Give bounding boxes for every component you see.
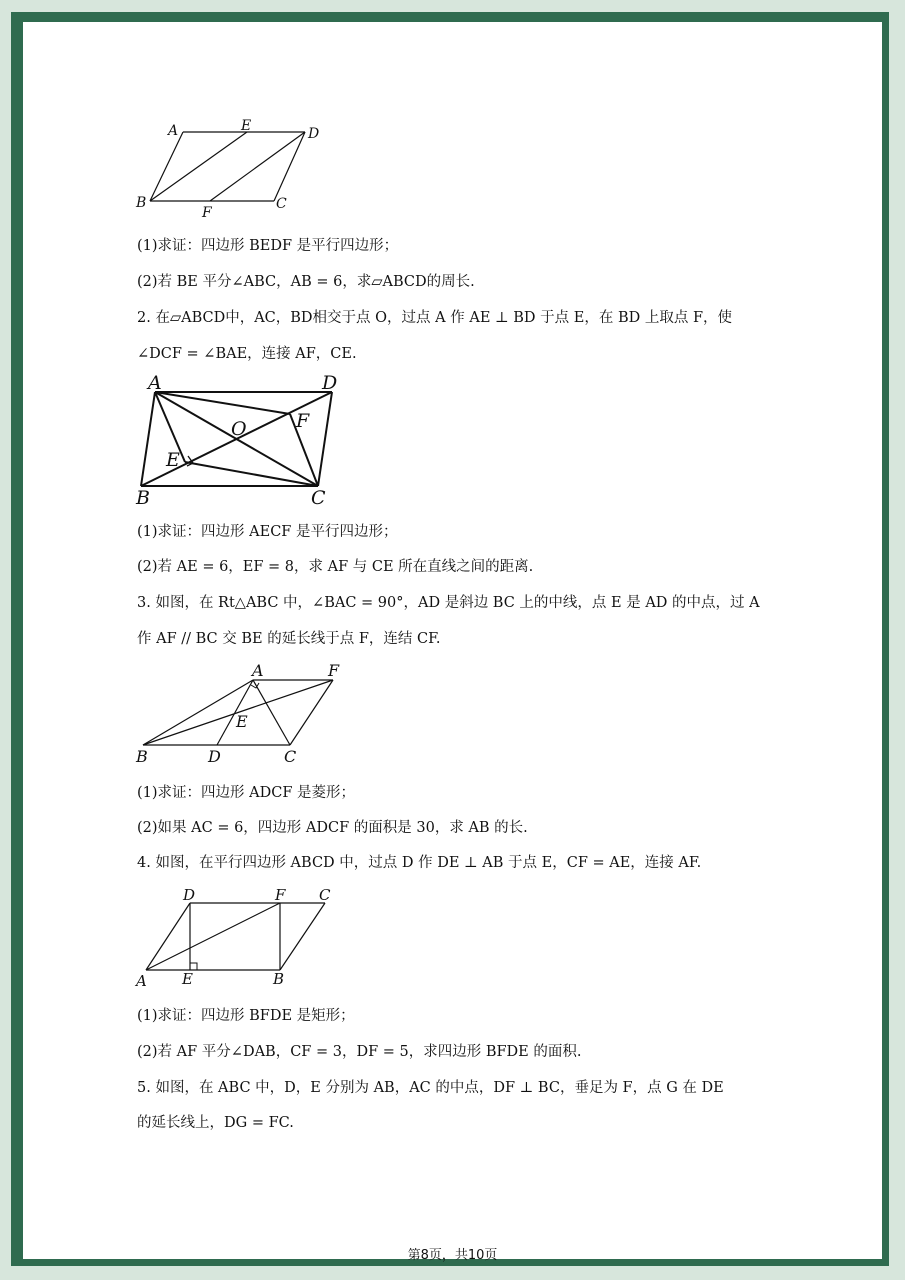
fig1-label-C: C bbox=[276, 196, 287, 212]
fig4-label-E: E bbox=[182, 970, 193, 988]
fig1-label-B: B bbox=[136, 195, 147, 211]
q4-part2: (2)若 AF 平分∠DAB，CF = 3，DF = 5，求四边形 BFDE 的面积. bbox=[137, 1044, 582, 1060]
q3-part1: (1)求证：四边形 ADCF 是菱形； bbox=[137, 785, 356, 801]
fig2-label-E: E bbox=[166, 449, 180, 471]
fig4-label-F: F bbox=[275, 886, 286, 904]
q3-part2: (2)如果 AC = 6，四边形 ADCF 的面积是 30，求 AB 的长. bbox=[137, 820, 528, 836]
fig2-label-D: D bbox=[322, 372, 338, 394]
fig4-label-D: D bbox=[183, 886, 196, 904]
figure-2-parallelogram bbox=[130, 370, 350, 510]
q3-stem-cont: 作 AF // BC 交 BE 的延长线于点 F，连结 CF. bbox=[137, 631, 441, 647]
fig1-label-F: F bbox=[202, 205, 212, 221]
fig3-label-F: F bbox=[328, 661, 340, 680]
q4-stem: 4. 如图，在平行四边形 ABCD 中，过点 D 作 DE ⊥ AB 于点 E，CF = AE，连接 AF. bbox=[137, 855, 702, 871]
fig1-label-A: A bbox=[168, 123, 179, 139]
q1-part1: (1)求证：四边形 BEDF 是平行四边形； bbox=[137, 238, 399, 254]
q2-part1: (1)求证：四边形 AECF 是平行四边形； bbox=[137, 524, 398, 540]
fig2-label-B: B bbox=[136, 487, 150, 509]
page-footer: 第8页，共10页 bbox=[407, 1248, 498, 1263]
q1-part2: (2)若 BE 平分∠ABC，AB = 6，求▱ABCD的周长. bbox=[137, 274, 475, 290]
fig4-label-C: C bbox=[319, 886, 331, 904]
fig2-label-C: C bbox=[311, 487, 326, 509]
fig4-label-B: B bbox=[273, 970, 285, 988]
q4-part1: (1)求证：四边形 BFDE 是矩形； bbox=[137, 1008, 355, 1024]
q3-stem: 3. 如图，在 Rt△ABC 中，∠BAC = 90°，AD 是斜边 BC 上的中线，点 E 是 AD 的中点，过 A bbox=[137, 595, 760, 611]
figure-3-rhombus bbox=[130, 660, 350, 770]
fig3-label-D: D bbox=[208, 747, 221, 766]
q2-part2: (2)若 AE = 6，EF = 8，求 AF 与 CE 所在直线之间的距离. bbox=[137, 559, 534, 575]
fig3-label-B: B bbox=[136, 747, 148, 766]
fig2-label-O: O bbox=[231, 418, 247, 440]
fig2-label-A: A bbox=[148, 372, 162, 394]
fig3-label-E: E bbox=[236, 712, 248, 731]
fig4-label-A: A bbox=[136, 972, 147, 990]
q5-stem: 5. 如图，在 ABC 中，D，E 分别为 AB，AC 的中点，DF ⊥ BC，垂足为 F，点 G 在 DE bbox=[137, 1080, 724, 1096]
fig2-label-F: F bbox=[296, 410, 310, 432]
fig3-label-A: A bbox=[252, 661, 264, 680]
figure-1-parallelogram bbox=[130, 118, 340, 221]
q2-stem-cont: ∠DCF = ∠BAE，连接 AF，CE. bbox=[137, 346, 357, 362]
fig1-label-E: E bbox=[241, 118, 252, 134]
q2-stem: 2. 在▱ABCD中，AC，BD相交于点 O，过点 A 作 AE ⊥ BD 于点 E，在 BD 上取点 F，使 bbox=[137, 310, 733, 326]
fig3-label-C: C bbox=[284, 747, 297, 766]
q5-stem-cont: 的延长线上，DG = FC. bbox=[137, 1115, 294, 1131]
figure-4-rectangle bbox=[130, 884, 340, 990]
fig1-label-D: D bbox=[308, 126, 320, 142]
